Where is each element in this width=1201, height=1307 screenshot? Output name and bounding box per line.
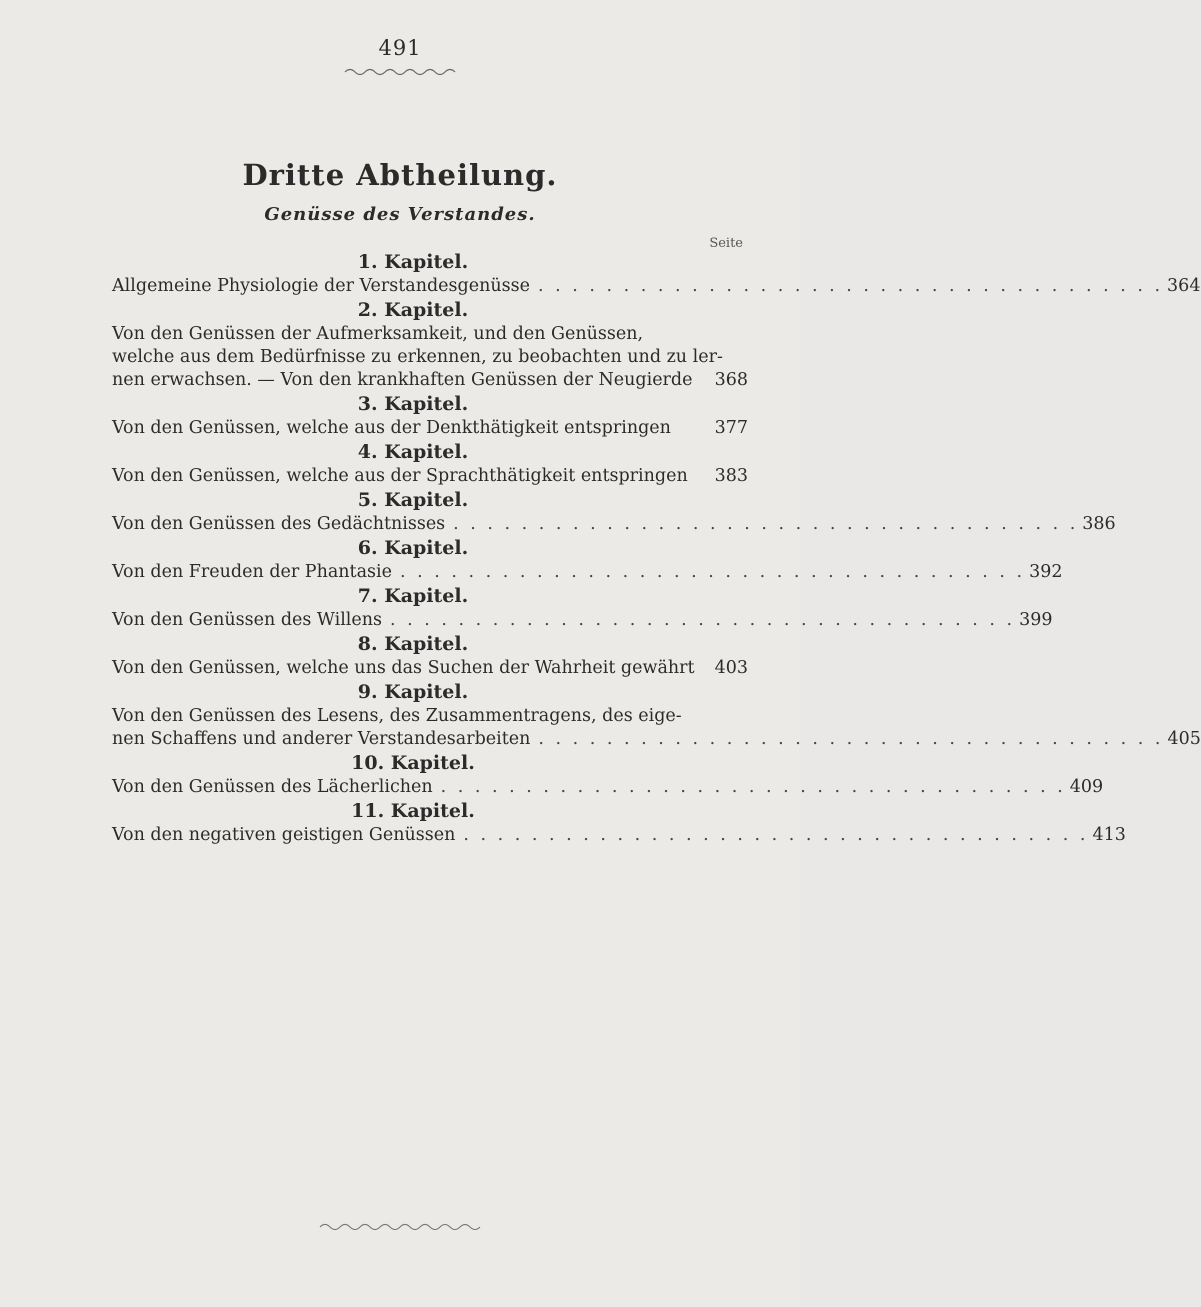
chapter-heading: 7. Kapitel. (357, 585, 469, 607)
toc-page-number: 377 (714, 418, 748, 438)
toc-chapter (112, 680, 1201, 751)
toc-chapter (112, 440, 748, 488)
toc-page-number: 413 (1092, 825, 1126, 845)
chapter-heading: 11. Kapitel. (351, 800, 475, 822)
toc-entry-text-line: Von den Genüssen, welche aus der Sprachthätigkeit entspringen (112, 466, 688, 486)
toc-entry-text-line: Von den Genüssen, welche aus der Denkthätigkeit entspringen (112, 418, 671, 438)
top-ornament-squiggle (345, 67, 455, 77)
toc-page-number: 403 (714, 658, 748, 678)
dot-leader: . . . . . . . . . . . . . . . . . . . . . . . . . . . . . . . . . . . . . (453, 514, 1079, 534)
dot-leader: . . . . . . . . . . . . . . . . . . . . . . . . . . . . . . . . . . . . . (440, 777, 1066, 797)
toc-entry-text-line: welche aus dem Bedürfnisse zu erkennen, zu beobachten und zu ler- (112, 347, 723, 367)
chapter-heading: 1. Kapitel. (357, 251, 469, 273)
page-column-heading: Seite (709, 236, 743, 251)
toc-entry (112, 824, 1126, 847)
dot-leader: . . . . . . . . . . . . . . . . . . . . . . . . . . . . . . . . . . . . . (390, 610, 1016, 630)
toc-entry (112, 323, 748, 392)
toc-entry (112, 657, 748, 680)
toc-page-number: 392 (1029, 562, 1063, 582)
toc-page-number: 409 (1069, 777, 1104, 797)
toc-page-number: 383 (714, 466, 748, 486)
section-subtitle: Genüsse des Verstandes. (264, 204, 536, 225)
toc-entry (112, 776, 1104, 799)
bottom-ornament-squiggle (320, 1222, 480, 1232)
toc-entry-text-line: nen erwachsen. — Von den krankhaften Genüssen der Neugierde (112, 370, 693, 390)
toc-entry (112, 513, 1116, 536)
section-title: Dritte Abtheilung. (242, 158, 558, 192)
toc-entry (112, 705, 1201, 751)
toc-entry-text-line: Von den Genüssen des Gedächtnisses (112, 514, 446, 534)
toc-page-number: 405 (1167, 729, 1201, 749)
chapter-heading: 4. Kapitel. (357, 441, 469, 463)
toc-chapter (112, 488, 1116, 536)
dot-leader: . . . . . . . . . . . . . . . . . . . . . . . . . . . . . . . . . . . . . (463, 825, 1089, 845)
toc-chapter (112, 751, 1104, 799)
toc-chapter (112, 584, 1053, 632)
toc-chapter (112, 250, 1201, 298)
toc-entry (112, 417, 748, 440)
toc-page-number: 386 (1082, 514, 1116, 534)
toc-entry (112, 465, 748, 488)
toc-chapter (112, 632, 748, 680)
toc-entry-text-line: Von den Genüssen des Lächerlichen (112, 777, 433, 797)
toc-page-number: 364 (1167, 276, 1201, 296)
toc-chapter (112, 298, 748, 392)
toc-entry (112, 609, 1053, 632)
chapter-heading: 6. Kapitel. (357, 537, 469, 559)
toc-entry-text-line: Allgemeine Physiologie der Verstandesgenüsse (112, 276, 530, 296)
toc-page-number: 399 (1019, 610, 1053, 630)
toc-entry-text-line: nen Schaffens und anderer Verstandesarbeiten (112, 729, 531, 749)
dot-leader: . . . . . . . . . . . . . . . . . . . . . . . . . . . . . . . . . . . . . (399, 562, 1026, 582)
toc-chapter (112, 799, 1126, 847)
chapter-heading: 3. Kapitel. (357, 393, 469, 415)
toc-entry-text-line: Von den Genüssen der Aufmerksamkeit, und den Genüssen, (112, 324, 644, 344)
toc-entry (112, 275, 1201, 298)
chapter-heading: 8. Kapitel. (357, 633, 469, 655)
toc-page-number: 368 (714, 370, 748, 390)
toc-entry-text-line: Von den negativen geistigen Genüssen (112, 825, 456, 845)
chapter-heading: 2. Kapitel. (357, 299, 469, 321)
toc-entry (112, 561, 1063, 584)
toc-entry-text-line: Von den Freuden der Phantasie (112, 562, 392, 582)
chapter-heading: 5. Kapitel. (357, 489, 469, 511)
dot-leader: . . . . . . . . . . . . . . . . . . . . . . . . . . . . . . . . . . . . . (538, 729, 1164, 749)
toc-chapter (112, 536, 1063, 584)
toc-entry-text-line: Von den Genüssen des Lesens, des Zusammentragens, des eige- (112, 706, 682, 726)
dot-leader: . . . . . . . . . . . . . . . . . . . . . . . . . . . . . . . . . . . . . (537, 276, 1164, 296)
toc-entry-text-line: Von den Genüssen des Willens (112, 610, 383, 630)
toc-chapter (112, 392, 748, 440)
toc-entry-text-line: Von den Genüssen, welche uns das Suchen der Wahrheit gewährt (112, 658, 695, 678)
chapter-heading: 10. Kapitel. (351, 752, 475, 774)
page-number: 491 (378, 36, 422, 60)
chapter-heading: 9. Kapitel. (357, 681, 469, 703)
table-of-contents (112, 250, 1201, 847)
